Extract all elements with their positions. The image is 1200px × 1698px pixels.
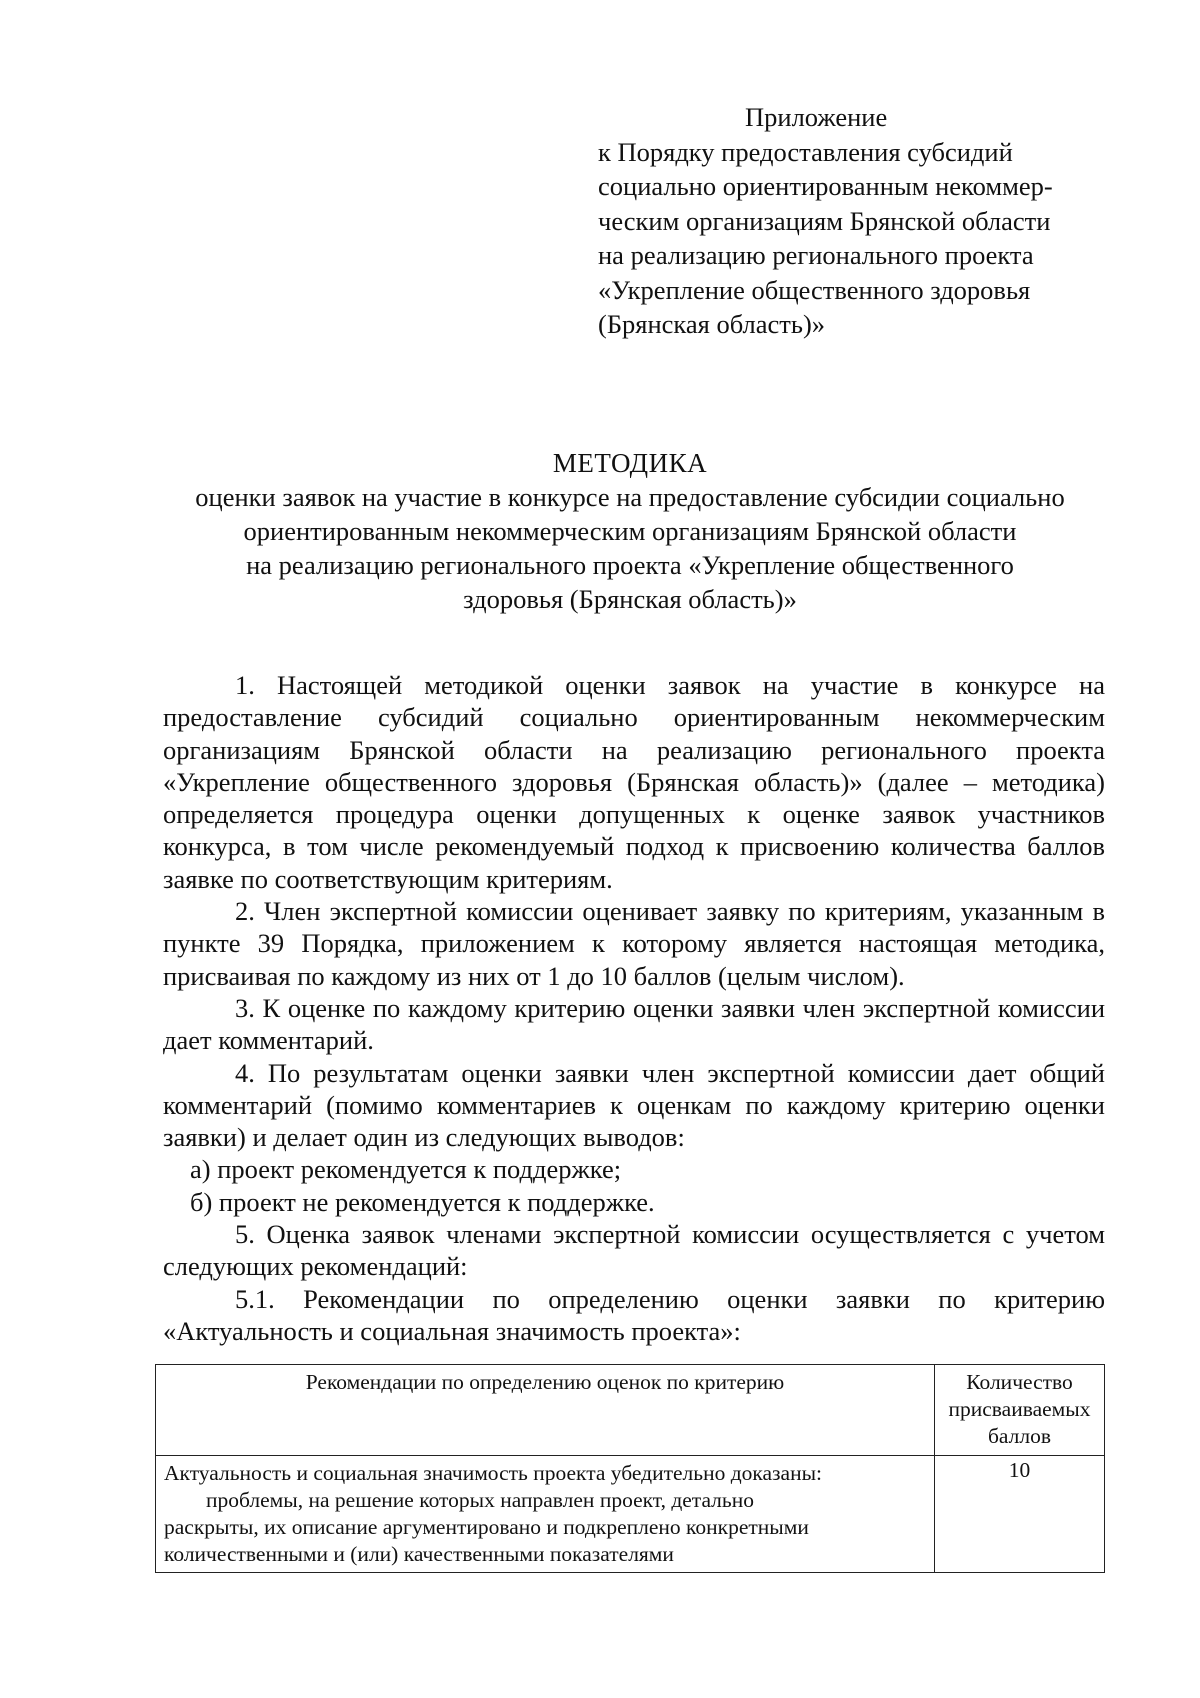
document-title-block [150,446,1110,616]
paragraph-3: 3. К оценке по каждому критерию оценки заявки член экспертной комиссии дает комментарий. [163,992,1105,1056]
document-subtitle-line: оценки заявок на участие в конкурсе на предоставление субсидии социально [195,482,1065,512]
table-header-row [156,1365,1105,1456]
appendix-line: к Порядку предоставления субсидий [598,136,1013,167]
paragraph-5-1: 5.1. Рекомендации по определению оценки заявки по критерию «Актуальность и социальная значимость проекта»: [163,1283,1105,1346]
appendix-heading: Приложение [745,102,888,132]
table-row [156,1456,1105,1573]
recommendation-text: Актуальность и социальная значимость проекта убедительно доказаны: [164,1461,823,1485]
document-title: МЕТОДИКА [552,448,708,478]
document-body [163,669,1105,1347]
recommendation-cell [156,1456,935,1573]
appendix-line: на реализацию регионального проекта [598,240,1034,270]
appendix-block [598,100,1158,342]
recommendation-text: раскрыты, их описание аргументировано и подкреплено конкретными количественными и (или) качественными показателями [164,1515,809,1566]
document-subtitle-line: здоровья (Брянская область)» [463,584,797,614]
paragraph-2: 2. Член экспертной комиссии оценивает заявку по критериям, указанным в пункте 39 Порядка, приложением к которому является настоящая методика, присваивая по каждому из них от 1 до 10 баллов (целым числом). [163,896,1105,991]
paragraph-5: 5. Оценка заявок членами экспертной комиссии осуществляется с учетом следующих рекомендаций: [163,1219,1105,1282]
document-subtitle-line: ориентированным некоммерческим организациям Брянской области [243,516,1017,546]
appendix-line: (Брянская область)» [598,309,826,339]
paragraph-4: 4. По результатам оценки заявки член экспертной комиссии дает общий комментарий (помимо комментариев к оценкам по каждому критерию оценки заявки) и делает один из следующих выводов: [163,1057,1105,1153]
header-recommendations: Рекомендации по определению оценок по критерию [156,1365,935,1456]
conclusion-option-b: б) проект не рекомендуется к поддержке. [190,1186,655,1217]
header-points: Количество присваиваемых баллов [935,1365,1105,1456]
appendix-line: ческим организациям Брянской области [598,205,1051,236]
appendix-line: социально ориентированным некоммер- [598,171,1053,201]
appendix-line: «Укрепление общественного здоровья [598,274,1031,305]
criteria-table [155,1364,1105,1573]
document-subtitle-line: на реализацию регионального проекта «Укрепление общественного [246,550,1014,580]
paragraph-1: 1. Настоящей методикой оценки заявок на участие в конкурсе на предоставление субсидий социально ориентированным некоммерческим организациям Брянской области на реализацию регионального проекта «Укрепление общественного здоровья (Брянская область)» (далее – методика) определяется процедура оценки допущенных к оценке заявок участников конкурса, в том числе рекомендуемый подход к присвоению количества баллов заявке по соответствующим критериям. [163,670,1105,894]
recommendation-text: проблемы, на решение которых направлен проект, детально [206,1488,754,1512]
points-cell: 10 [935,1456,1105,1573]
conclusion-option-a: а) проект рекомендуется к поддержке; [190,1154,622,1185]
